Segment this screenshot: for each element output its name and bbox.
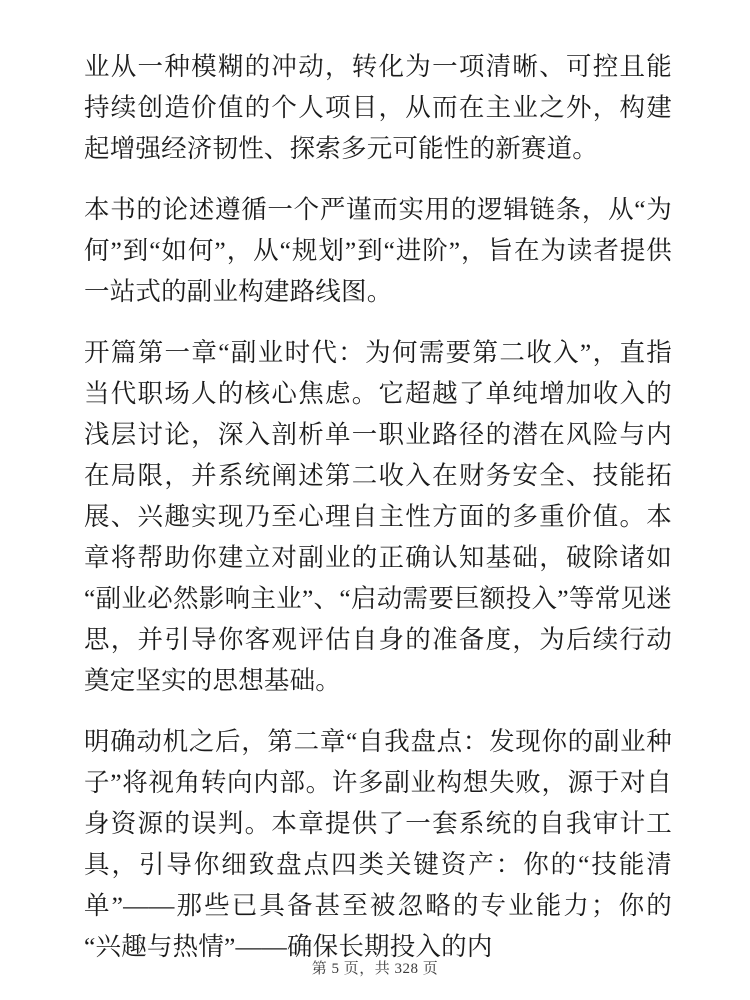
- page-footer: 第 5 页，共 328 页: [311, 961, 439, 977]
- paragraph: 本书的论述遵循一个严谨而实用的逻辑链条，从“为何”到“如何”，从“规划”到“进阶”，旨在为读者提供一站式的副业构建路线图。: [84, 195, 672, 306]
- paragraph: 业从一种模糊的冲动，转化为一项清晰、可控且能持续创造价值的个人项目，从而在主业之外，构建起增强经济韧性、探索多元可能性的新赛道。: [84, 52, 672, 163]
- paragraph: 明确动机之后，第二章“自我盘点：发现你的副业种子”将视角转向内部。许多副业构想失败，源于对自身资源的误判。本章提供了一套系统的自我审计工具，引导你细致盘点四类关键资产：你的“技能清单”——那些已具备甚至被忽略的专业能力；你的“兴趣与热情”——确保长期投入的内: [84, 727, 672, 961]
- paragraph: 开篇第一章“副业时代：为何需要第二收入”，直指当代职场人的核心焦虑。它超越了单纯增加收入的浅层讨论，深入剖析单一职业路径的潜在风险与内在局限，并系统阐述第二收入在财务安全、技能拓展、兴趣实现乃至心理自主性方面的多重价值。本章将帮助你建立对副业的正确认知基础，破除诸如“副业必然影响主业”、“启动需要巨额投入”等常见迷思，并引导你客观评估自身的准备度，为后续行动奠定坚实的思想基础。: [84, 338, 672, 695]
- page-body: [84, 46, 672, 967]
